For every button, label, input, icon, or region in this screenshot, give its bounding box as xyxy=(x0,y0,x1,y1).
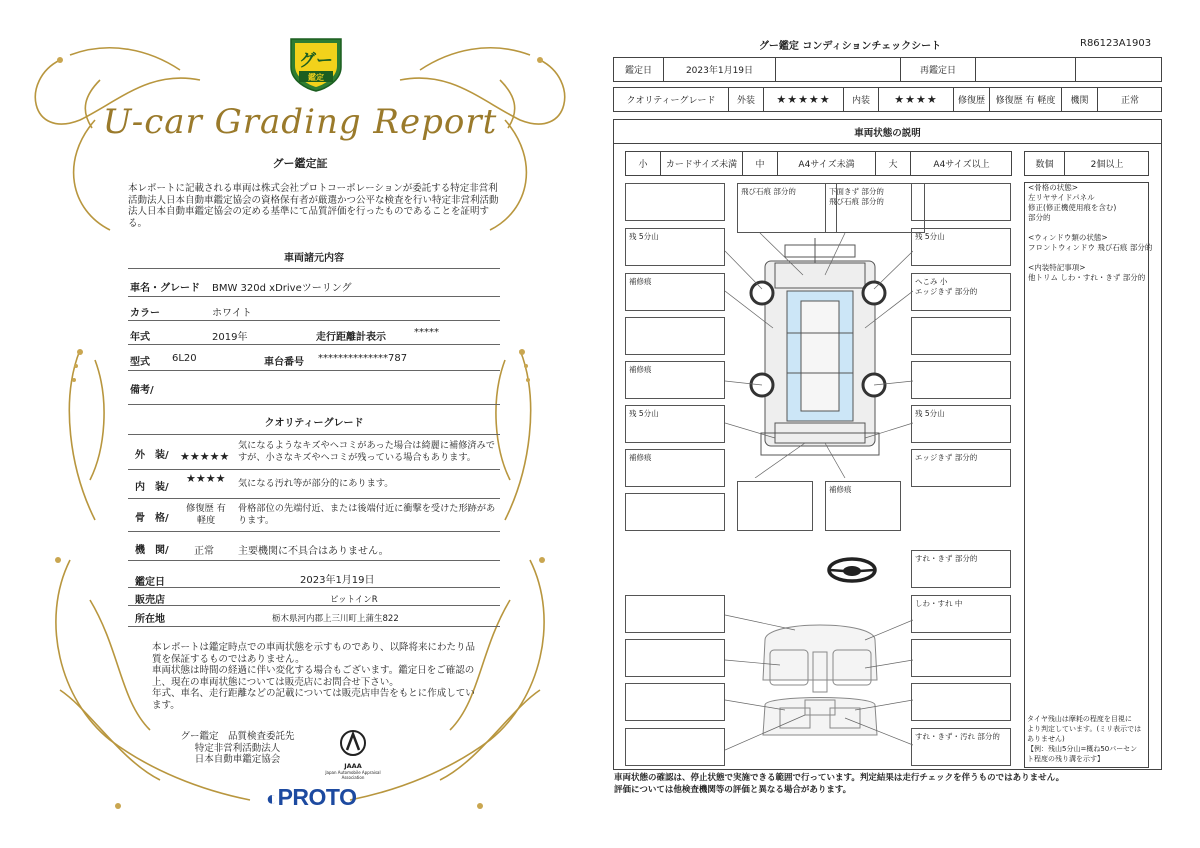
divider xyxy=(128,587,500,588)
badge-sub: 鑑定 xyxy=(308,73,324,82)
steering-wheel-icon xyxy=(826,556,878,584)
chassis-value: **************787 xyxy=(318,353,408,364)
proto-mark-icon: ◐ xyxy=(266,788,278,810)
exterior-desc: 気になるようなキズやヘコミがあった場合は綺麗に補修済みですが、小さなキズやヘコミが残っている場合もあります。 xyxy=(238,440,495,463)
model-label: 型式 xyxy=(130,357,150,368)
part-box-left-2: 補修痕 xyxy=(625,273,725,311)
date-blank xyxy=(776,58,901,81)
redate-label: 再鑑定日 xyxy=(901,58,976,81)
remark-line: 部分的 xyxy=(1028,213,1051,222)
part-box-left-6: 補修痕 xyxy=(625,449,725,487)
divider xyxy=(128,531,500,532)
jaaa-emblem-icon xyxy=(338,728,368,758)
shop-value: ピットインR xyxy=(330,595,378,605)
name-label: 車名・グレード xyxy=(130,283,200,294)
divider xyxy=(128,404,500,405)
divider xyxy=(128,320,500,321)
part-box xyxy=(625,595,725,633)
jaaa-text: JAAA xyxy=(344,762,362,770)
date-row xyxy=(613,57,1162,82)
exterior-label: 外 装/ xyxy=(135,450,169,461)
count-legend xyxy=(1024,151,1149,176)
part-box xyxy=(911,183,1011,221)
part-box-top-underbody: 下面きず 部分的 飛び石痕 部分的 xyxy=(825,183,925,233)
engine-label: 機関 xyxy=(1062,88,1098,111)
quality-row xyxy=(613,87,1162,112)
car-interior-diagram xyxy=(725,600,913,760)
divider xyxy=(128,469,500,470)
part-box xyxy=(911,361,1011,399)
jaaa-logo xyxy=(316,728,390,780)
interior-stars: ★★★★ xyxy=(879,88,954,111)
engine-value: 正常 xyxy=(1120,96,1139,106)
mileage-value: ***** xyxy=(414,327,439,338)
quality-label: クオリティーグレード xyxy=(614,88,729,111)
proto-logo-text: PROTO xyxy=(277,784,357,810)
year-value: 2019年 xyxy=(212,332,248,343)
frame-desc: 骨格部位の先端付近、または後端付近に衝撃を受けた形跡があります。 xyxy=(238,503,496,526)
legend-large-desc: A4サイズ以上 xyxy=(933,160,990,170)
part-box xyxy=(911,317,1011,355)
date-value: 2023年1月19日 xyxy=(664,58,776,81)
engine-value: 正常 xyxy=(194,546,214,557)
part-box-bottom-rear: 補修痕 xyxy=(825,481,901,531)
repair-label: 修復歴 xyxy=(954,88,990,111)
part-box-right-5: 残 5分山 xyxy=(911,405,1011,443)
legend-large: 大 xyxy=(876,152,911,175)
legend-small-desc: カードサイズ未満 xyxy=(661,152,743,175)
part-box-top-front: 飛び石痕 部分的 xyxy=(737,183,837,233)
exterior-stars: ★★★★★ xyxy=(180,450,230,463)
size-legend xyxy=(625,151,1012,176)
year-label: 年式 xyxy=(130,332,150,343)
part-box-left-5: 残 5分山 xyxy=(625,405,725,443)
divider xyxy=(128,296,500,297)
jaaa-fullname: Japan Automobile Appraisal Association xyxy=(325,770,381,780)
divider xyxy=(128,605,500,606)
part-box xyxy=(911,683,1011,721)
appraisal-date-value: 2023年1月19日 xyxy=(300,575,375,586)
sheet-title: グー鑑定 コンディションチェックシート xyxy=(758,41,942,52)
legend-mid-desc: A4サイズ未満 xyxy=(778,152,876,175)
date-label: 鑑定日 xyxy=(614,58,664,81)
sheet-id: R86123A1903 xyxy=(1080,38,1152,49)
exterior-stars: ★★★★★ xyxy=(764,88,844,111)
part-box xyxy=(625,183,725,221)
divider xyxy=(128,560,500,561)
redate-blank xyxy=(1076,58,1162,81)
spec-section-title: 車両諸元内容 xyxy=(284,253,344,264)
part-box xyxy=(737,481,813,531)
proto-logo xyxy=(266,784,356,811)
part-box-right-1: 残 5分山 xyxy=(911,228,1011,266)
tire-note: タイヤ残山は摩耗の程度を目視に より判定しています。(ミリ表示では ありません) 【例：残山5分山=概ね50パーセン ト程度の残り溝を示す】 xyxy=(1027,715,1142,763)
color-label: カラー xyxy=(130,308,160,319)
certificate-notes: 本レポートは鑑定時点での車両状態を示すものであり、以降将来にわたり品質を保証するものではありません。 車両状態は時間の経過に伴い変化する場合もございます。鑑定日をご確認の上、現在の車両状態については販売店にお問合せ下さい。 年式、車名、走行距離などの記載については販売店申告をもとに作成しています。 xyxy=(152,642,476,711)
car-top-view-diagram xyxy=(725,233,913,478)
remark-line: 他トリム しわ・すれ・きず 部分的 xyxy=(1028,273,1146,282)
divider xyxy=(128,344,500,345)
part-box-left-4: 補修痕 xyxy=(625,361,725,399)
legend-small: 小 xyxy=(626,152,661,175)
model-value: 6L20 xyxy=(172,353,197,364)
part-box-interior-right-1: しわ・すれ 中 xyxy=(911,595,1011,633)
divider xyxy=(128,434,500,435)
remark-line: 左リヤサイドパネル xyxy=(1028,193,1095,202)
interior-desc: 気になる汚れ等が部分的にあります。 xyxy=(238,478,394,489)
remark-line: <ウィンドウ類の状態> xyxy=(1028,233,1108,242)
engine-desc: 主要機関に不具合はありません。 xyxy=(238,546,389,557)
remark-line: <骨格の状態> xyxy=(1028,183,1079,192)
certificate-footer: グー鑑定 品質検査委託先 特定非営利活動法人 日本自動車鑑定協会 xyxy=(180,731,295,765)
part-box-steering: すれ・きず 部分的 xyxy=(911,550,1011,588)
count-label: 数個 xyxy=(1025,152,1065,175)
mileage-label: 走行距離計表示 xyxy=(316,332,386,343)
part-box xyxy=(625,317,725,355)
part-box-right-2: へこみ 小 エッジきず 部分的 xyxy=(911,273,1011,311)
divider xyxy=(128,268,500,269)
address-value: 栃木県河内郡上三川町上蒲生822 xyxy=(272,614,399,624)
color-value: ホワイト xyxy=(212,308,252,319)
part-box-left-1: 残 5分山 xyxy=(625,228,725,266)
remark-line: フロントウィンドウ 飛び石痕 部分的 xyxy=(1028,243,1153,252)
certificate-subtitle: グー鑑定証 xyxy=(272,157,328,170)
redate-value xyxy=(976,58,1076,81)
appraisal-date-label: 鑑定日 xyxy=(135,577,165,588)
divider xyxy=(128,626,500,627)
remarks-label: 備考/ xyxy=(130,385,154,396)
part-box-interior-right-4: すれ・きず・汚れ 部分的 xyxy=(911,728,1011,766)
exterior-label: 外装 xyxy=(729,88,764,111)
goo-kantei-badge xyxy=(285,33,347,93)
interior-label: 内装 xyxy=(844,88,879,111)
state-title: 車両状態の説明 xyxy=(613,119,1162,144)
name-value: BMW 320d xDriveツーリング xyxy=(212,283,352,294)
interior-stars: ★★★★ xyxy=(186,472,226,485)
part-box xyxy=(625,639,725,677)
chassis-label: 車台番号 xyxy=(264,357,304,368)
interior-label: 内 装/ xyxy=(135,482,169,493)
count-desc: 2個以上 xyxy=(1090,160,1124,170)
divider xyxy=(128,498,500,499)
sheet-bottom-note: 車両状態の確認は、停止状態で実施できる範囲で行っています。判定結果は走行チェックを伴うものではありません。 評価については他検査機関等の評価と異なる場合があります。 xyxy=(614,773,1065,795)
engine-label: 機 関/ xyxy=(135,545,169,556)
frame-value: 修復歴 有 軽度 xyxy=(186,503,226,526)
divider xyxy=(128,370,500,371)
report-title: U-car Grading Report xyxy=(102,102,498,142)
part-box xyxy=(625,728,725,766)
repair-value: 修復歴 有 軽度 xyxy=(990,88,1062,111)
part-box-right-6: エッジきず 部分的 xyxy=(911,449,1011,487)
certificate-intro: 本レポートに記載される車両は株式会社プロトコーポレーションが委託する特定非営利活動法人日本自動車鑑定協会の資格保有者が厳選かつ公平な検査を行い特定非営利活動法人日本自動車鑑定協会の定める基準にて品質評価を行ったものであることを証明する。 xyxy=(128,183,499,229)
part-box xyxy=(625,493,725,531)
address-label: 所在地 xyxy=(135,614,165,625)
remark-line: 修正(修正機使用痕を含む) xyxy=(1028,203,1117,212)
quality-section-title: クオリティーグレード xyxy=(264,418,364,429)
part-box xyxy=(625,683,725,721)
legend-mid: 中 xyxy=(743,152,778,175)
part-box xyxy=(911,639,1011,677)
remark-line: <内装特記事項> xyxy=(1028,263,1086,272)
shop-label: 販売店 xyxy=(135,595,165,606)
badge-text: グー xyxy=(299,51,333,71)
frame-label: 骨 格/ xyxy=(135,513,169,524)
